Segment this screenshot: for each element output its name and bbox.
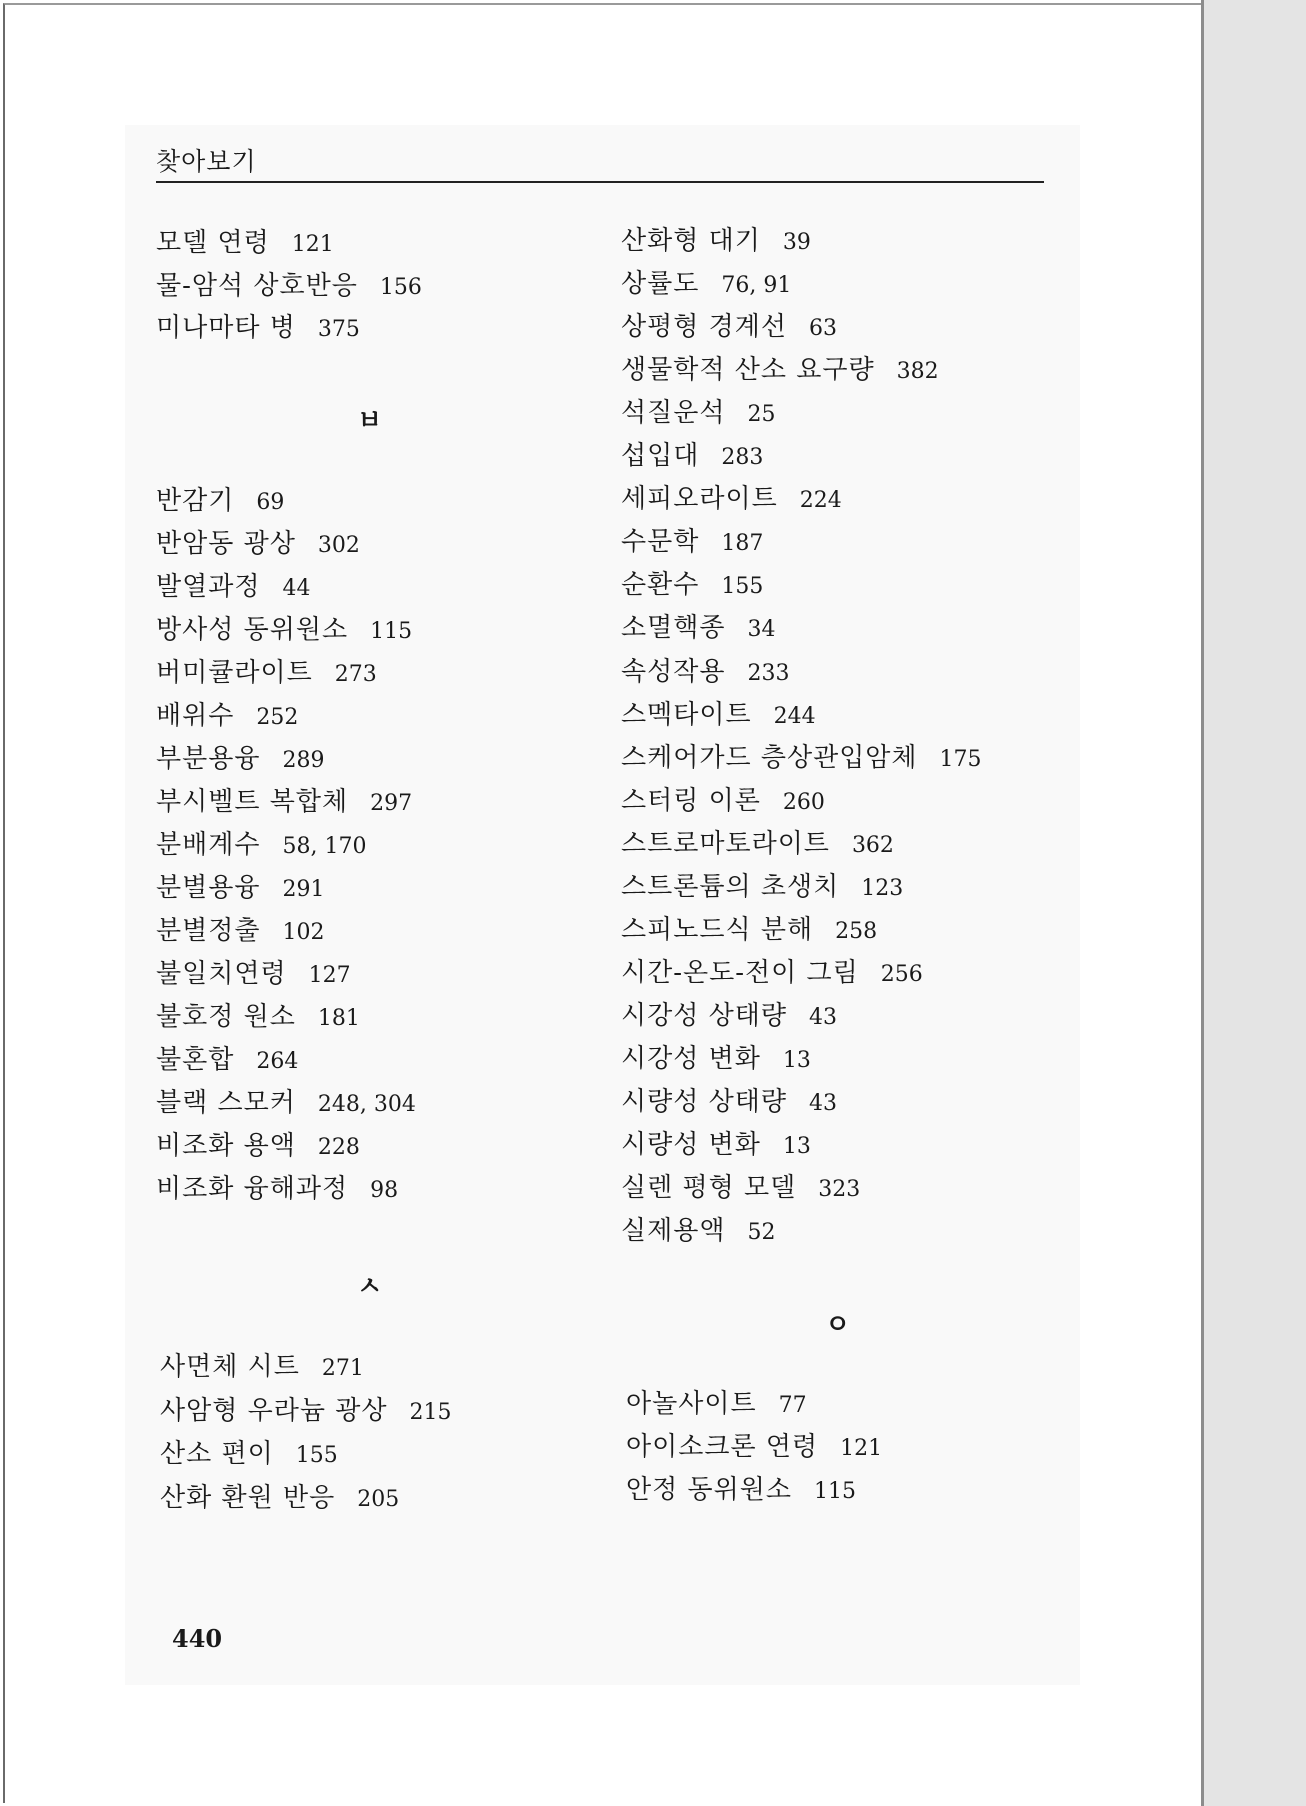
index-entry: [156, 875, 324, 901]
index-term: 산소 편이: [160, 1439, 274, 1469]
index-term: 시강성 상태량: [621, 1001, 787, 1031]
index-entry: [621, 271, 791, 297]
index-term: 안정 동위원소: [626, 1475, 792, 1505]
index-entry: [621, 228, 811, 254]
section-heading-siot: ㅅ: [357, 1272, 383, 1302]
index-entry: [156, 574, 310, 600]
index-term: 스트론튬의 초생치: [621, 872, 840, 902]
index-entry: [621, 659, 789, 685]
viewer-gutter: [1201, 0, 1306, 1806]
index-page-refs: 13: [782, 1048, 811, 1073]
index-page-refs: 121: [840, 1436, 883, 1461]
index-page-refs: 187: [721, 531, 764, 556]
index-page-refs: 260: [782, 790, 825, 815]
index-page-refs: 258: [835, 919, 878, 944]
index-term: 분별용융: [156, 873, 261, 903]
index-term: 속성작용: [621, 657, 726, 687]
index-entry: [156, 961, 351, 987]
index-term: 석질운석: [621, 398, 726, 428]
running-head: 찾아보기: [156, 147, 257, 176]
index-page-refs: 362: [851, 833, 894, 858]
index-page-refs: 273: [334, 662, 377, 687]
index-entry: [621, 831, 894, 857]
index-page-refs: 58, 170: [282, 834, 367, 859]
index-entry: [621, 1175, 860, 1201]
index-term: 산화 환원 반응: [160, 1483, 336, 1513]
index-entry: [621, 1218, 775, 1244]
index-page-refs: 39: [782, 230, 811, 255]
index-page-refs: 52: [747, 1220, 776, 1245]
index-term: 미나마타 병: [156, 313, 296, 343]
index-entry: [621, 400, 775, 426]
index-entry: [621, 314, 837, 340]
index-page-refs: 44: [282, 576, 311, 601]
index-term: 사암형 우라늄 광상: [160, 1396, 388, 1426]
index-page-refs: 289: [282, 748, 325, 773]
page-number: 440: [172, 1624, 223, 1653]
index-entry: [621, 1132, 811, 1158]
index-page-refs: 215: [409, 1400, 452, 1425]
index-page-refs: 244: [773, 704, 816, 729]
index-term: 산화형 대기: [621, 226, 761, 256]
index-term: 사면체 시트: [160, 1352, 300, 1382]
index-entry: [621, 917, 877, 943]
index-term: 부시벨트 복합체: [156, 787, 349, 817]
index-page-refs: 205: [357, 1487, 400, 1512]
index-page-refs: 155: [295, 1443, 338, 1468]
index-term: 시량성 변화: [621, 1130, 761, 1160]
index-term: 실렌 평형 모델: [621, 1173, 797, 1203]
index-entry: [160, 1441, 338, 1467]
index-page-refs: 264: [256, 1049, 299, 1074]
index-term: 배위수: [156, 701, 235, 731]
index-entry: [156, 1133, 360, 1159]
index-page-refs: 43: [808, 1091, 837, 1116]
header-rule: [156, 181, 1044, 183]
index-term: 반암동 광상: [156, 529, 296, 559]
index-page-refs: 155: [721, 574, 764, 599]
index-page-refs: 302: [317, 533, 360, 558]
index-page-refs: 69: [256, 490, 285, 515]
index-page-refs: 77: [778, 1393, 807, 1418]
index-page-refs: 43: [808, 1005, 837, 1030]
index-term: 비조화 용액: [156, 1131, 296, 1161]
index-entry: [626, 1391, 807, 1417]
index-term: 상평형 경계선: [621, 312, 787, 342]
index-entry: [160, 1354, 364, 1380]
section-heading-bieup: ㅂ: [357, 406, 383, 436]
index-entry: [156, 746, 324, 772]
index-page-refs: 98: [370, 1178, 399, 1203]
index-entry: [156, 273, 422, 299]
index-term: 스피노드식 분해: [621, 915, 814, 945]
index-term: 시간-온도-전이 그림: [621, 958, 859, 988]
index-page-refs: 76, 91: [721, 273, 792, 298]
index-term: 블랙 스모커: [156, 1088, 296, 1118]
index-term: 순환수: [621, 570, 700, 600]
index-term: 불호정 원소: [156, 1002, 296, 1032]
index-term: 불혼합: [156, 1045, 235, 1075]
index-entry: [156, 918, 324, 944]
index-entry: [156, 789, 412, 815]
index-page-refs: 283: [721, 445, 764, 470]
index-entry: [156, 660, 377, 686]
index-page-refs: 297: [370, 791, 413, 816]
index-page-refs: 175: [939, 747, 982, 772]
index-page-refs: 13: [782, 1134, 811, 1159]
index-entry: [156, 488, 284, 514]
index-entry: [156, 1176, 398, 1202]
index-term: 세피오라이트: [621, 484, 778, 514]
index-term: 소멸핵종: [621, 613, 726, 643]
index-entry: [621, 702, 816, 728]
index-term: 스케어가드 층상관입암체: [621, 743, 918, 773]
index-page-refs: 323: [818, 1177, 861, 1202]
index-entry: [621, 874, 903, 900]
index-page-refs: 63: [808, 316, 837, 341]
index-term: 아놀사이트: [626, 1389, 757, 1419]
index-page-refs: 271: [321, 1356, 364, 1381]
index-page-refs: 115: [813, 1479, 856, 1504]
index-page-refs: 248, 304: [317, 1092, 416, 1117]
index-entry: [621, 529, 763, 555]
index-page-refs: 115: [370, 619, 413, 644]
index-page-refs: 291: [282, 877, 325, 902]
index-entry: [621, 486, 842, 512]
index-term: 스터링 이론: [621, 786, 761, 816]
index-page-refs: 34: [747, 617, 776, 642]
index-term: 방사성 동위원소: [156, 615, 349, 645]
index-term: 분별정출: [156, 916, 261, 946]
index-entry: [626, 1434, 882, 1460]
index-term: 스트로마토라이트: [621, 829, 830, 859]
index-entry: [156, 1004, 360, 1030]
index-term: 비조화 융해과정: [156, 1174, 349, 1204]
index-page-refs: 382: [896, 359, 939, 384]
index-term: 불일치연령: [156, 959, 287, 989]
index-entry: [156, 1047, 298, 1073]
index-page-refs: 233: [747, 661, 790, 686]
index-term: 부분용융: [156, 744, 261, 774]
index-entry: [621, 615, 775, 641]
section-heading-ieung: ㅇ: [825, 1310, 851, 1340]
index-term: 섭입대: [621, 441, 700, 471]
index-term: 분배계수: [156, 830, 261, 860]
index-term: 아이소크론 연령: [626, 1432, 819, 1462]
index-page-refs: 181: [317, 1006, 360, 1031]
index-entry: [156, 1090, 416, 1116]
index-page-refs: 256: [880, 962, 923, 987]
index-page-refs: 375: [317, 317, 360, 342]
index-page-refs: 228: [317, 1135, 360, 1160]
index-term: 발열과정: [156, 572, 261, 602]
index-entry: [156, 832, 366, 858]
index-page-refs: 127: [308, 963, 351, 988]
index-term: 시강성 변화: [621, 1044, 761, 1074]
index-term: 버미큘라이트: [156, 658, 313, 688]
index-entry: [156, 617, 412, 643]
index-entry: [160, 1485, 399, 1511]
index-entry: [156, 531, 360, 557]
index-term: 수문학: [621, 527, 700, 557]
index-entry: [156, 315, 360, 341]
index-entry: [160, 1398, 451, 1424]
index-entry: [621, 572, 763, 598]
index-page-refs: 121: [291, 232, 334, 257]
index-term: 스멕타이트: [621, 700, 752, 730]
index-entry: [626, 1477, 856, 1503]
index-term: 모델 연령: [156, 228, 270, 258]
index-page-refs: 25: [747, 402, 776, 427]
index-entry: [621, 1046, 811, 1072]
index-term: 생물학적 산소 요구량: [621, 355, 875, 385]
index-entry: [621, 788, 825, 814]
index-term: 시량성 상태량: [621, 1087, 787, 1117]
index-page-refs: 123: [861, 876, 904, 901]
index-term: 상률도: [621, 269, 700, 299]
index-entry: [621, 443, 763, 469]
index-entry: [621, 357, 939, 383]
index-entry: [621, 745, 982, 771]
index-page-refs: 156: [379, 275, 422, 300]
index-entry: [156, 703, 298, 729]
index-entry: [621, 1089, 837, 1115]
index-entry: [156, 230, 334, 256]
index-page-refs: 224: [799, 488, 842, 513]
index-entry: [621, 1003, 837, 1029]
index-page-refs: 102: [282, 920, 325, 945]
index-term: 실제용액: [621, 1216, 726, 1246]
index-term: 반감기: [156, 486, 235, 516]
index-entry: [621, 960, 923, 986]
index-term: 물-암석 상호반응: [156, 271, 358, 301]
index-page-refs: 252: [256, 705, 299, 730]
